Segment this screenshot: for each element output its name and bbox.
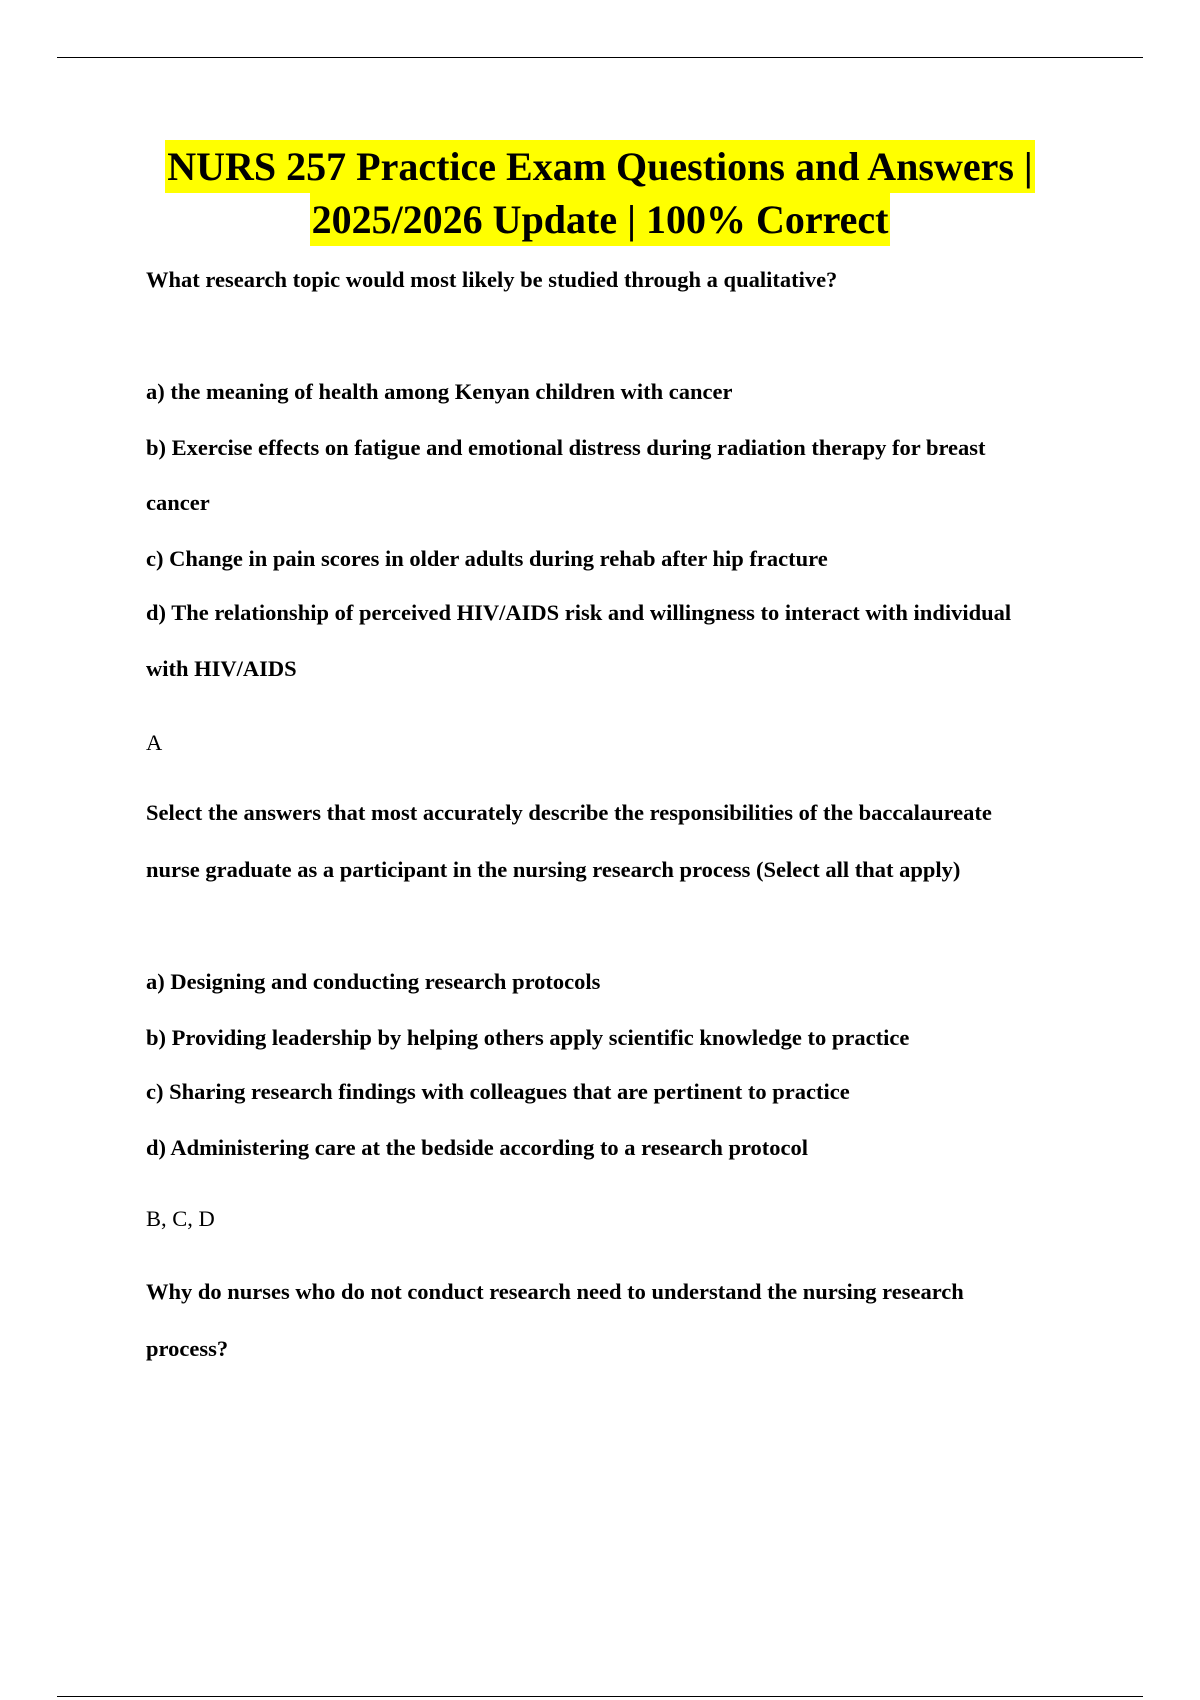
question-2-option-d: d) Administering care at the bedside according to a research protocol — [146, 1135, 809, 1160]
question-2-option-c: c) Sharing research findings with colleagues that are pertinent to practice — [146, 1079, 850, 1104]
question-3-prompt-cont: process? — [146, 1336, 229, 1361]
title-line-2: 2025/2026 Update | 100% Correct — [310, 193, 891, 246]
header-rule — [57, 57, 1143, 58]
document-title — [60, 140, 1140, 246]
question-2-option-b: b) Providing leadership by helping others apply scientific knowledge to practice — [146, 1025, 910, 1050]
question-2-answer: B, C, D — [146, 1206, 215, 1231]
question-1-answer: A — [146, 730, 163, 755]
title-line-1: NURS 257 Practice Exam Questions and Answers | — [165, 140, 1034, 193]
question-1-option-d: d) The relationship of perceived HIV/AIDS risk and willingness to interact with individual — [146, 600, 1012, 625]
question-2-prompt-cont: nurse graduate as a participant in the nursing research process (Select all that apply) — [146, 857, 961, 882]
question-3-prompt: Why do nurses who do not conduct research need to understand the nursing research — [146, 1279, 964, 1304]
question-2-option-a: a) Designing and conducting research protocols — [146, 969, 601, 994]
question-1-option-a: a) the meaning of health among Kenyan children with cancer — [146, 379, 733, 404]
question-1-prompt: What research topic would most likely be studied through a qualitative? — [146, 267, 838, 292]
question-1-option-c: c) Change in pain scores in older adults during rehab after hip fracture — [146, 546, 828, 571]
question-1-option-b: b) Exercise effects on fatigue and emotional distress during radiation therapy for breast — [146, 435, 986, 460]
question-2-prompt: Select the answers that most accurately describe the responsibilities of the baccalaureate — [146, 800, 992, 825]
footer-rule — [57, 1696, 1143, 1697]
question-1-option-b-cont: cancer — [146, 490, 210, 515]
question-1-option-d-cont: with HIV/AIDS — [146, 656, 297, 681]
